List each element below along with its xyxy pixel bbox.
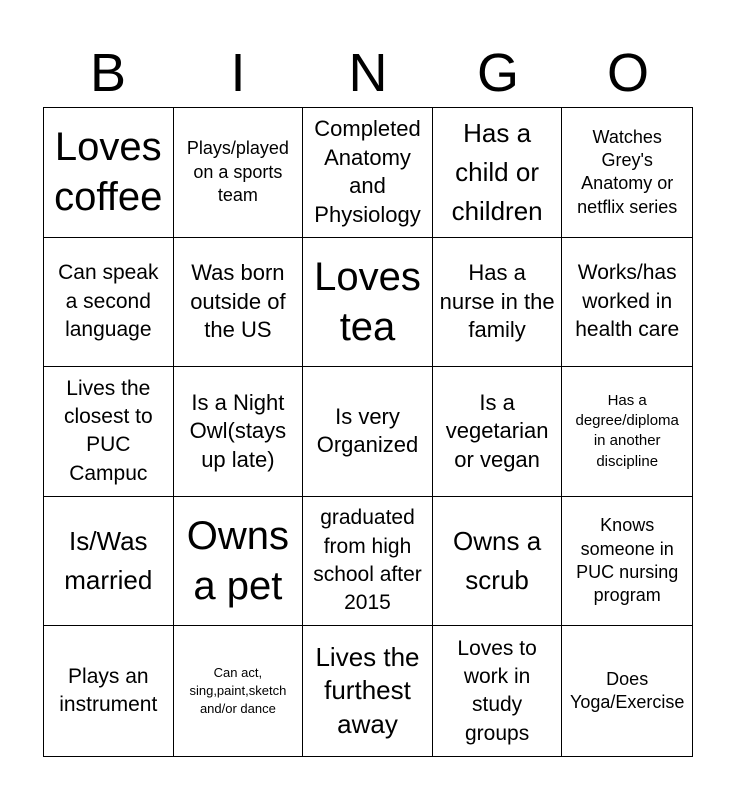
bingo-cell-r5c5[interactable]	[562, 626, 692, 756]
bingo-cell-r3c3[interactable]	[303, 367, 433, 497]
cell-text: Plays/played on a sports team	[186, 138, 289, 205]
bingo-cell-r2c2[interactable]	[174, 238, 304, 368]
cell-text: Works/has worked in health care	[575, 261, 680, 342]
cell-text: Has a nurse in the family	[439, 260, 555, 343]
bingo-cell-r3c2[interactable]	[174, 367, 304, 497]
cell-text: graduated from high school after 2015	[313, 506, 422, 615]
header-letter-g: G	[476, 43, 519, 103]
cell-text: Can act, sing,paint,sketch and/or dance	[189, 664, 287, 717]
cell-text: Has a child or children	[451, 117, 543, 226]
bingo-board	[43, 107, 693, 757]
cell-text: Knows someone in PUC nursing program	[576, 515, 679, 606]
bingo-cell-r5c4[interactable]	[433, 626, 563, 756]
bingo-cell-r5c3[interactable]	[303, 626, 433, 756]
bingo-cell-r4c2[interactable]	[174, 497, 304, 627]
bingo-header	[43, 40, 693, 106]
cell-text: Lives the furthest away	[315, 641, 420, 740]
cell-text: Was born outside of the US	[190, 260, 286, 343]
cell-text: Is a Night Owl(stays up late)	[189, 389, 287, 472]
cell-text: Loves to work in study groups	[457, 636, 537, 745]
bingo-cell-r1c1[interactable]	[44, 108, 174, 238]
bingo-cell-r4c4[interactable]	[433, 497, 563, 627]
bingo-cell-r4c5[interactable]	[562, 497, 692, 627]
cell-text: Watches Grey's Anatomy or netflix series	[577, 126, 678, 217]
cell-text: Is a vegetarian or vegan	[445, 389, 549, 472]
cell-text: Owns a scrub	[453, 526, 542, 596]
cell-text: Does Yoga/Exercise	[569, 668, 685, 713]
cell-text: Lives the closest to PUC Campuc	[63, 376, 153, 485]
bingo-cell-r1c2[interactable]	[174, 108, 304, 238]
bingo-cell-r5c1[interactable]	[44, 626, 174, 756]
header-letter-i: I	[230, 43, 246, 103]
bingo-cell-r2c4[interactable]	[433, 238, 563, 368]
cell-text: Loves tea	[314, 254, 421, 349]
bingo-cell-r2c5[interactable]	[562, 238, 692, 368]
cell-text: Can speak a second language	[58, 261, 159, 342]
cell-text: Loves coffee	[54, 125, 163, 220]
cell-text: Is very Organized	[316, 403, 419, 458]
cell-text: Has a degree/diploma in another discipline	[575, 391, 679, 470]
header-letter-o: O	[606, 43, 649, 103]
bingo-cell-r1c4[interactable]	[433, 108, 563, 238]
header-letter-b: B	[89, 43, 127, 103]
header-letter-n: N	[348, 43, 388, 103]
bingo-cell-r1c3[interactable]	[303, 108, 433, 238]
bingo-cell-r3c4[interactable]	[433, 367, 563, 497]
cell-text: Plays an instrument	[59, 664, 158, 717]
cell-text: Owns a pet	[186, 514, 290, 609]
bingo-cell-r5c2[interactable]	[174, 626, 304, 756]
cell-text: Is/Was married	[64, 526, 153, 596]
bingo-cell-r4c1[interactable]	[44, 497, 174, 627]
bingo-cell-r4c3[interactable]	[303, 497, 433, 627]
bingo-cell-r3c1[interactable]	[44, 367, 174, 497]
bingo-cell-r2c3[interactable]	[303, 238, 433, 368]
bingo-cell-r2c1[interactable]	[44, 238, 174, 368]
bingo-cell-r3c5[interactable]	[562, 367, 692, 497]
bingo-cell-r1c5[interactable]	[562, 108, 692, 238]
cell-text: Completed Anatomy and Physiology	[314, 116, 421, 227]
